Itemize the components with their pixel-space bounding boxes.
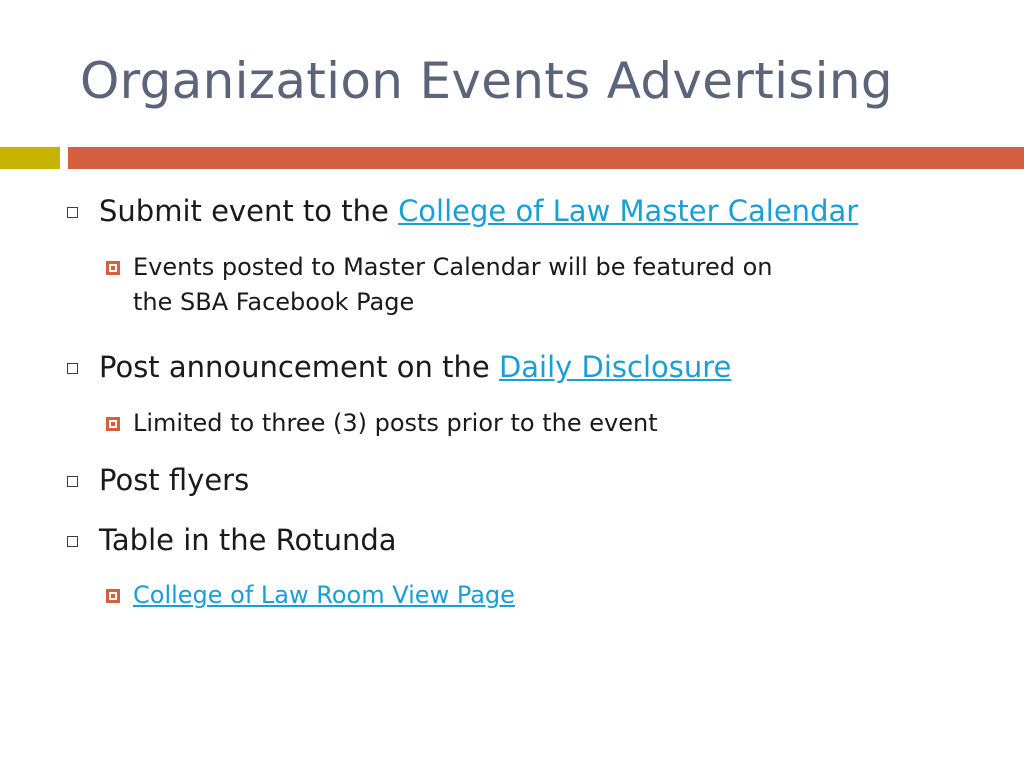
sub-list-item-text: the SBA Facebook Page: [133, 288, 415, 316]
filled-square-bullet-icon: [106, 261, 120, 275]
list-item: [99, 523, 397, 557]
slide-title: Organization Events Advertising: [80, 52, 893, 110]
hollow-square-bullet-icon: [67, 476, 78, 487]
list-item-text: Post announcement on the: [99, 350, 499, 384]
list-item: [99, 350, 731, 384]
filled-square-bullet-icon: [106, 589, 120, 603]
room-view-page-link[interactable]: College of Law Room View Page: [133, 581, 515, 609]
master-calendar-link[interactable]: College of Law Master Calendar: [398, 194, 859, 228]
hollow-square-bullet-icon: [67, 207, 78, 218]
sub-list-item-text: Limited to three (3) posts prior to the event: [133, 409, 658, 437]
accent-bar-orange: [68, 147, 1024, 169]
accent-bar-yellow: [0, 147, 60, 169]
sub-list-item: [133, 578, 515, 613]
sub-list-item-text: Events posted to Master Calendar will be featured on: [133, 253, 773, 281]
hollow-square-bullet-icon: [67, 536, 78, 547]
list-item-text: Post flyers: [99, 463, 250, 497]
list-item: [99, 463, 249, 497]
list-item-text: Submit event to the: [99, 194, 399, 228]
daily-disclosure-link[interactable]: Daily Disclosure: [498, 350, 732, 384]
filled-square-bullet-icon: [106, 417, 120, 431]
sub-list-item: [133, 250, 773, 320]
list-item: [99, 194, 858, 228]
sub-list-item: [133, 406, 658, 441]
hollow-square-bullet-icon: [67, 363, 78, 374]
list-item-text: Table in the Rotunda: [99, 523, 397, 557]
